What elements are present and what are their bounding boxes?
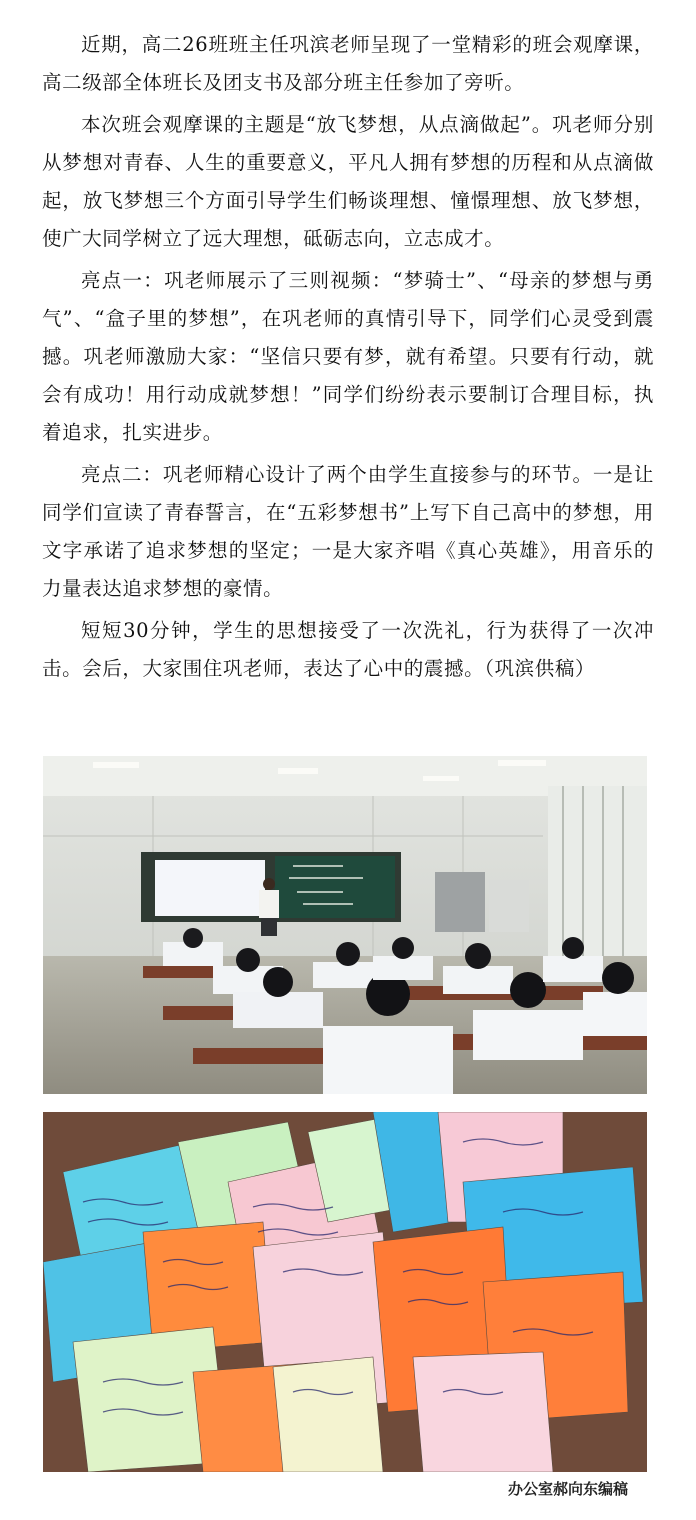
paragraph-theme: 本次班会观摩课的主题是“放飞梦想，从点滴做起”。巩老师分别从梦想对青春、人生的重要意义，平凡人拥有梦想的历程和从点滴做起，放飞梦想三个方面引导学生们畅谈理想、憧憬理想、放飞梦想，使广大同学树立了远大理想，砥砺志向，立志成才。 (42, 113, 654, 250)
paragraph-highlight-two: 亮点二：巩老师精心设计了两个由学生直接参与的环节。一是让同学们宣读了青春誓言，在“五彩梦想书”上写下自己高中的梦想，用文字承诺了追求梦想的坚定；一是大家齐唱《真心英雄》，用音乐的力量表达追求梦想的豪情。 (42, 463, 654, 600)
dream-notes-photo (43, 1112, 647, 1472)
paragraph-conclusion: 短短30分钟，学生的思想接受了一次洗礼，行为获得了一次冲击。会后，大家围住巩老师，表达了心中的震撼。（巩滨供稿） (42, 619, 654, 680)
paragraph-intro: 近期，高二26班班主任巩滨老师呈现了一堂精彩的班会观摩课，高二级部全体班长及团支书及部分班主任参加了旁听。 (42, 33, 654, 94)
editor-credit: 办公室郝向东编稿 (507, 1480, 628, 1498)
paragraph-highlight-one: 亮点一：巩老师展示了三则视频：“梦骑士”、“母亲的梦想与勇气”、“盒子里的梦想”，在巩老师的真情引导下，同学们心灵受到震撼。巩老师激励大家：“坚信只要有梦，就有希望。只要有行动，就会有成功！用行动成就梦想！”同学们纷纷表示要制订合理目标，执着追求，扎实进步。 (42, 269, 654, 444)
article-body (42, 26, 654, 692)
classroom-photo (43, 756, 647, 1094)
